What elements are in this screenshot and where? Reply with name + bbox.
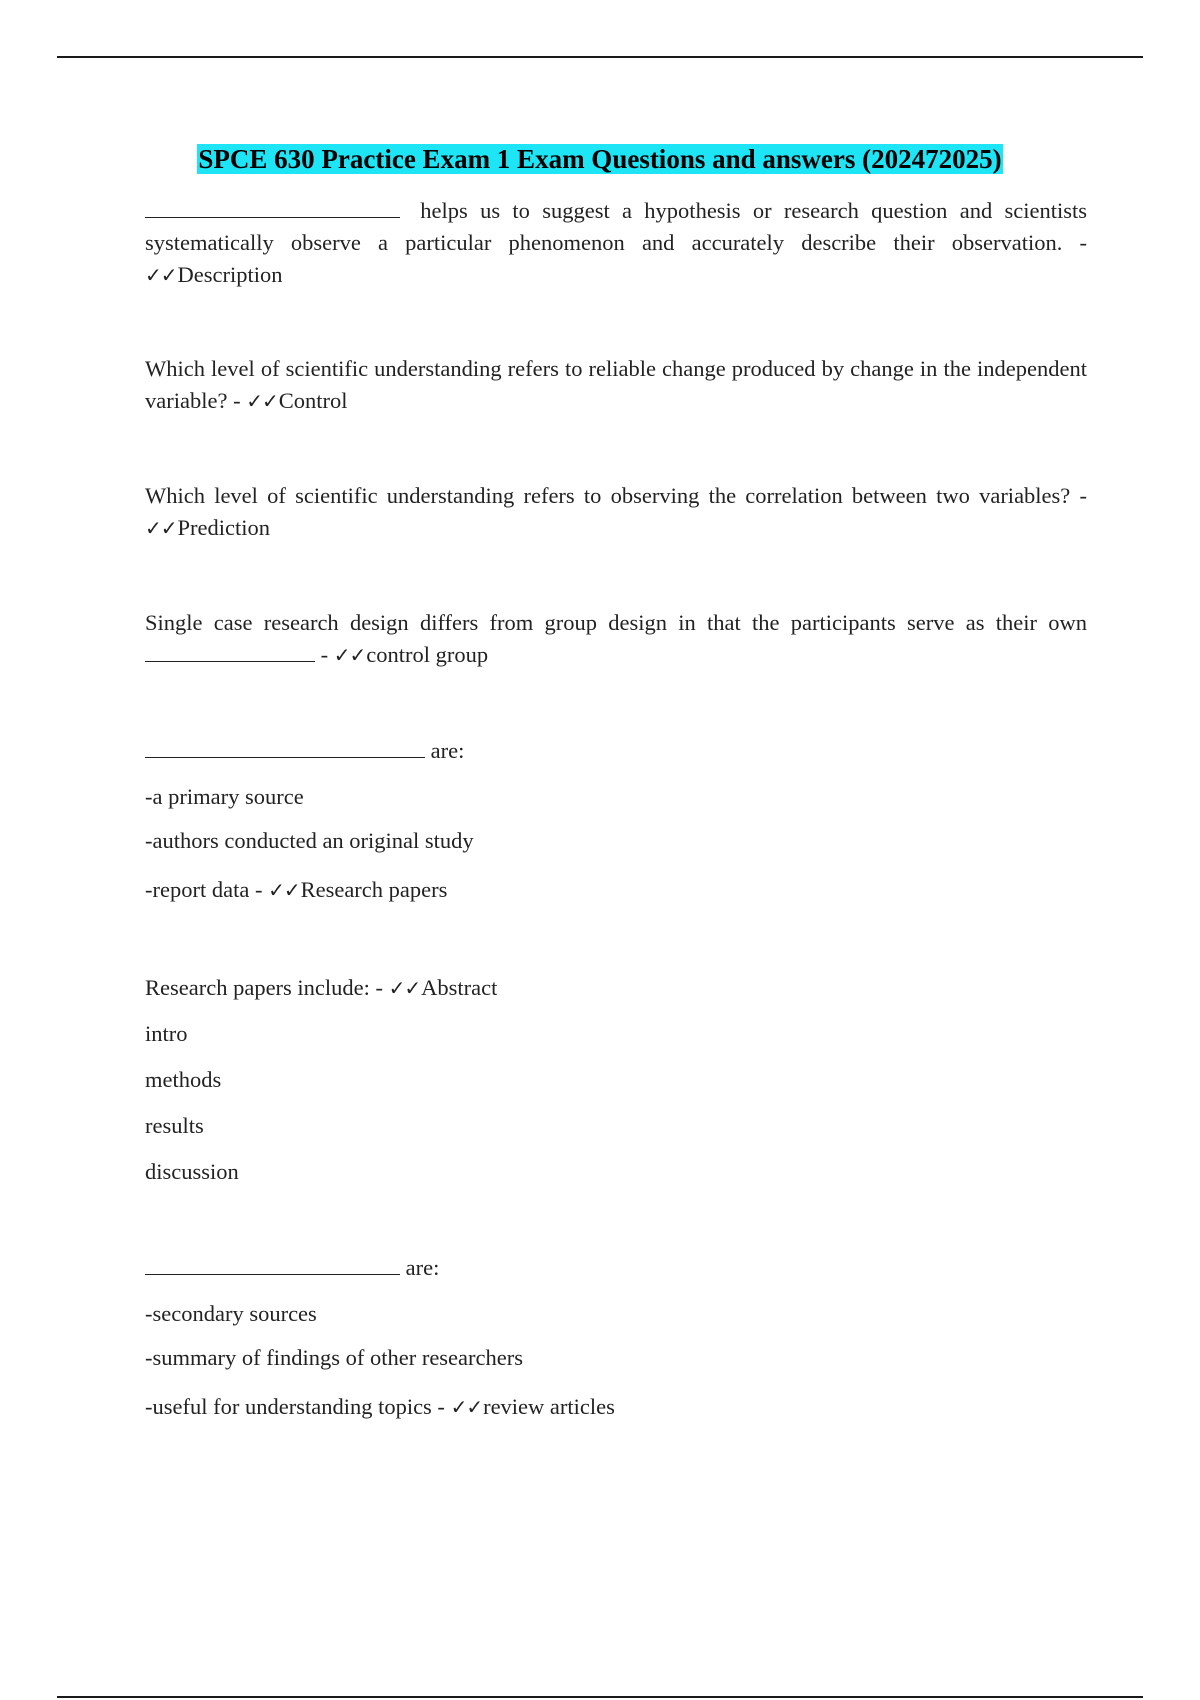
question-block [145, 972, 1087, 1188]
check-mark-icon: ✓✓ [388, 976, 421, 1000]
question-text: helps us to suggest a hypothesis or research question and scientists systematically observe a particular phenomenon and accurately describe their observation. - ✓✓Description [145, 195, 1087, 291]
check-mark-icon: ✓✓ [333, 643, 366, 667]
question-text: Which level of scientific understanding refers to reliable change produced by change in the independent variable? - ✓✓Control [145, 356, 1087, 413]
check-mark-icon: ✓✓ [246, 389, 278, 413]
footer-rule [57, 1696, 1143, 1698]
question-stem: are: [145, 1252, 1087, 1284]
question-text: Which level of scientific understanding refers to observing the correlation between two variables? - ✓✓Prediction [145, 483, 1087, 540]
answer-blank [145, 1252, 400, 1275]
answer-text: Abstract [421, 975, 498, 1000]
header-rule [57, 56, 1143, 58]
answer-text: Control [278, 388, 348, 413]
answer-blank [145, 639, 315, 662]
list-item: -useful for understanding topics - ✓✓review articles [145, 1394, 615, 1419]
question-block [145, 353, 1087, 417]
list-item: discussion [145, 1159, 239, 1184]
list-item: -a primary source [145, 784, 304, 809]
question-block [145, 1252, 1087, 1423]
answer-text: Description [177, 262, 283, 287]
page-title [0, 141, 1200, 177]
list-item: methods [145, 1067, 222, 1092]
answer-blank [145, 735, 425, 758]
check-mark-icon: ✓✓ [268, 878, 300, 902]
check-mark-icon: ✓✓ [145, 263, 177, 287]
list-item: -authors conducted an original study [145, 828, 474, 853]
list-item: results [145, 1113, 204, 1138]
list-item: -secondary sources [145, 1301, 317, 1326]
list-item: intro [145, 1021, 188, 1046]
answer-text: review articles [483, 1394, 615, 1419]
list-item: -summary of findings of other researchers [145, 1345, 523, 1370]
question-text: Single case research design differs from group design in that the participants serve as their own - ✓✓control group [145, 610, 1087, 667]
answer-blank [145, 195, 400, 218]
question-block [145, 735, 1087, 906]
question-text: Research papers include: - ✓✓Abstract [145, 975, 498, 1000]
page-title-text: SPCE 630 Practice Exam 1 Exam Questions and answers (202472025) [198, 144, 1002, 174]
answer-text: Prediction [177, 515, 270, 540]
answer-text: Research papers [300, 877, 448, 902]
check-mark-icon: ✓✓ [450, 1395, 483, 1419]
check-mark-icon: ✓✓ [145, 516, 177, 540]
question-block [145, 195, 1087, 291]
question-block [145, 607, 1087, 671]
list-item: -report data - ✓✓Research papers [145, 877, 448, 902]
question-block [145, 480, 1087, 544]
question-stem: are: [145, 735, 1087, 767]
answer-text: control group [366, 642, 489, 667]
